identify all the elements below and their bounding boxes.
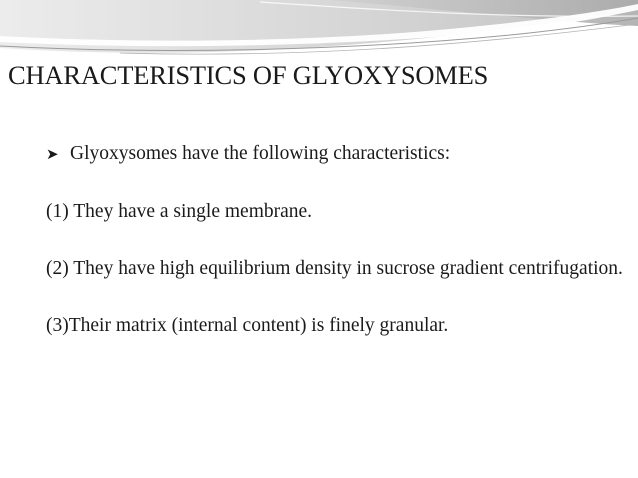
point-1: (1) They have a single membrane. (46, 201, 313, 222)
point-2: (2) They have high equilibrium density in sucrose gradient centrifugation. (46, 258, 623, 279)
slide-title: CHARACTERISTICS OF GLYOXYSOMES (8, 60, 489, 90)
arrowhead-bullet-icon: ➤ (46, 145, 59, 163)
intro-bullet (46, 141, 630, 167)
intro-text: Glyoxysomes have the following characteristics: (70, 143, 451, 164)
slide-body (46, 141, 630, 370)
point-3: (3)Their matrix (internal content) is finely granular. (46, 315, 449, 336)
